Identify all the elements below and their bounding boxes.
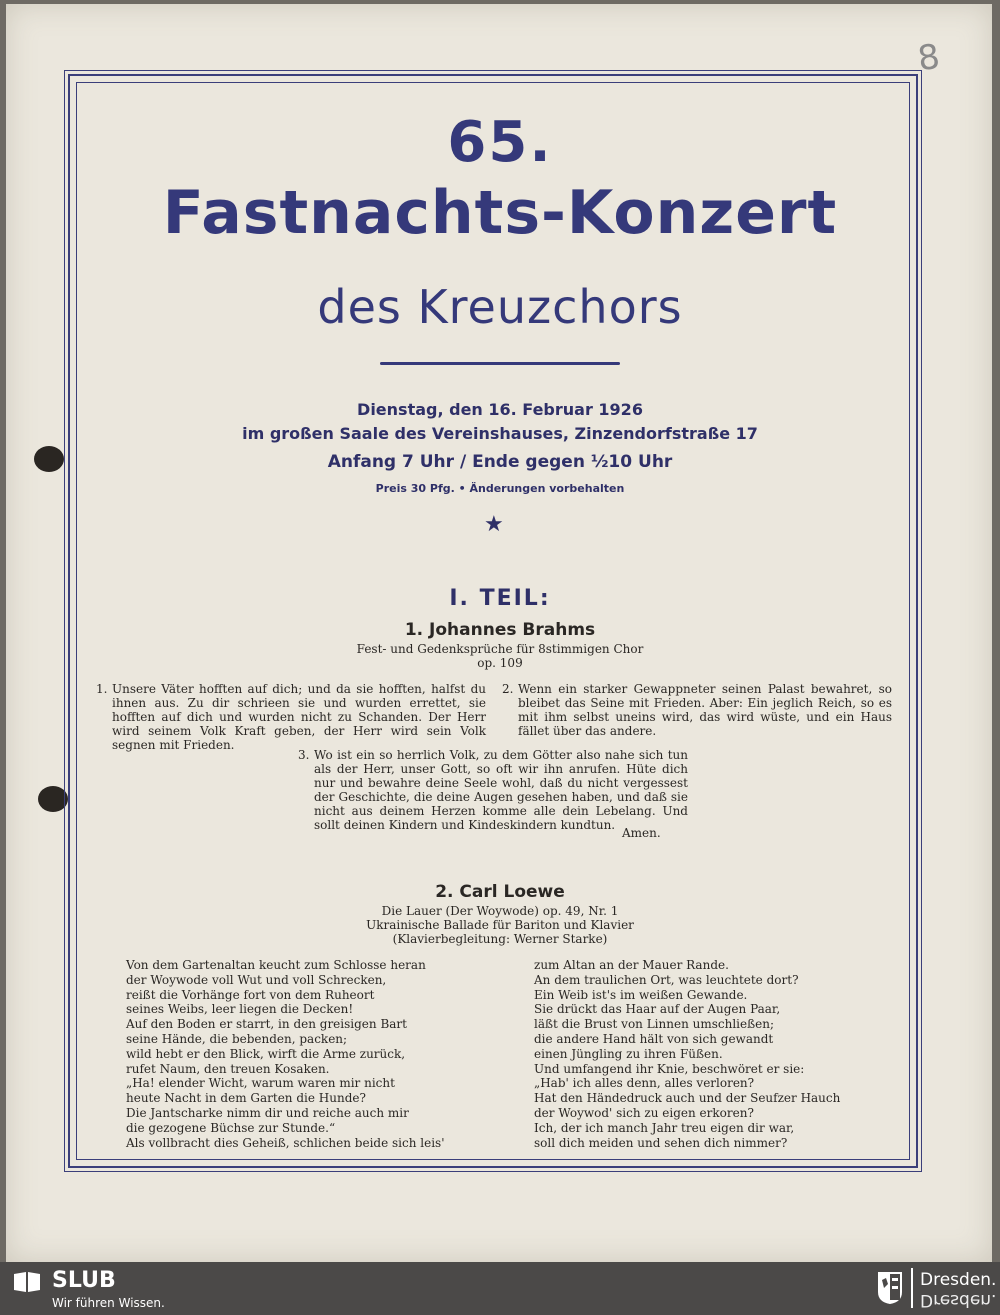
divider-rule	[380, 362, 620, 365]
poem-line: Und umfangend ihr Knie, beschwöret er sie:	[534, 1061, 805, 1076]
poem-line: heute Nacht in dem Garten die Hunde?	[126, 1091, 366, 1106]
price-note: Preis 30 Pfg. • Änderungen vorbehalten	[375, 482, 625, 495]
poem-line: „Hab' ich alles denn, alles verloren?	[534, 1076, 755, 1091]
concert-number: 65.	[447, 110, 553, 175]
verse-3	[298, 748, 688, 832]
poem-line: reißt die Vorhänge fort von dem Ruheort	[126, 987, 375, 1002]
poem-line: An dem traulichen Ort, was leuchtete dort?	[534, 972, 799, 987]
verse-number: 1.	[96, 682, 108, 696]
verse-1	[96, 682, 486, 752]
poem-line: zum Altan an der Mauer Rande.	[534, 958, 729, 972]
poem-line: die gezogene Büchse zur Stunde.“	[126, 1120, 336, 1135]
slub-tagline: Wir führen Wissen.	[52, 1296, 165, 1310]
poem-line: der Woywod' sich zu eigen erkoren?	[534, 1105, 754, 1120]
work-2-title: Die Lauer (Der Woywode) op. 49, Nr. 1	[381, 904, 619, 918]
concert-date: Dienstag, den 16. Februar 1926	[357, 400, 643, 419]
poem-line: Ich, der ich manch Jahr treu eigen dir war,	[534, 1120, 795, 1135]
poem-line: Die Jantscharke nimm dir und reiche auch mir	[126, 1105, 409, 1120]
punch-hole	[38, 786, 68, 812]
poem-line: seine Hände, die bebenden, packen;	[126, 1031, 348, 1046]
star-ornament-icon: ★	[484, 512, 504, 537]
dresden-name: Dresden.	[920, 1270, 997, 1290]
dresden-crest-icon	[876, 1270, 904, 1306]
poem-line: Ein Weib ist's im weißen Gewande.	[534, 987, 748, 1002]
poem-right-column	[534, 958, 864, 1150]
concert-time: Anfang 7 Uhr / Ende gegen ½10 Uhr	[327, 452, 673, 472]
poem-line: Sie drückt das Haar auf der Augen Paar,	[534, 1002, 781, 1017]
work-1-opus: op. 109	[477, 656, 523, 670]
dresden-name-mirrored: Dresden.	[920, 1290, 997, 1310]
verse-text: Wo ist ein so herrlich Volk, zu dem Götter also nahe sich tun als der Herr, unser Gott, so oft wir ihn anrufen. Hüte dich nur und bewahre deine Seele wohl, daß du nicht vergessest der Geschichte, die deine Augen gesehen haben, und daß sie nicht aus deinem Herzen komme alle dein Lebelang. Und sollt deinen Kindern und Kindeskindern kundtun.	[314, 748, 688, 832]
work-2-description: Ukrainische Ballade für Bariton und Klavier	[366, 918, 634, 932]
poem-line: seines Weibs, leer liegen die Decken!	[126, 1002, 354, 1017]
poem-line: einen Jüngling zu ihren Füßen.	[534, 1046, 723, 1061]
verse-2	[502, 682, 892, 738]
slub-name: SLUB	[52, 1268, 116, 1293]
poem-left-column	[126, 958, 506, 1150]
verse-number: 3.	[298, 748, 310, 762]
poem-line: Als vollbracht dies Geheiß, schlichen beide sich leis'	[126, 1135, 445, 1150]
work-2-accompaniment: (Klavierbegleitung: Werner Starke)	[392, 932, 608, 946]
poem-line: soll dich meiden und sehen dich nimmer?	[534, 1135, 788, 1150]
poem-line: Hat den Händedruck auch und der Seufzer Hauch	[534, 1091, 841, 1106]
verse-text: Wenn ein starker Gewappneter seinen Palast bewahret, so bleibet das Seine mit Frieden. Aber: Ein jeglich Reich, so es mit ihm selbst uneins wird, das wird wüste, und ein Haus fället über das andere.	[518, 682, 892, 738]
concert-title: Fastnachts-Konzert	[162, 178, 838, 248]
pencil-annotation: 8	[915, 36, 943, 80]
poem-line: der Woywode voll Wut und voll Schrecken,	[126, 972, 387, 987]
concert-venue: im großen Saale des Vereinshauses, Zinzendorfstraße 17	[242, 424, 758, 443]
poem-line: wild hebt er den Blick, wirft die Arme zurück,	[126, 1046, 406, 1061]
amen: Amen.	[622, 826, 661, 840]
poem-line: läßt die Brust von Linnen umschließen;	[534, 1017, 774, 1032]
work-1-heading: 1. Johannes Brahms	[404, 620, 596, 640]
concert-subtitle: des Kreuzchors	[317, 280, 683, 334]
verse-text: Unsere Väter hofften auf dich; und da sie hofften, halfst du ihnen aus. Zu dir schrieen sie und wurden errettet, sie hofften auf dich und wurden nicht zu Schanden. Der Herr wird seinem Volk Kraft geben, der Herr wird sein Volk segnen mit Frieden.	[112, 682, 486, 752]
poem-line: die andere Hand hält von sich gewandt	[534, 1031, 774, 1046]
verse-number: 2.	[502, 682, 514, 696]
poem-line: Von dem Gartenaltan keucht zum Schlosse heran	[126, 958, 426, 972]
work-1-description: Fest- und Gedenksprüche für 8stimmigen Chor	[356, 642, 644, 656]
footer-separator	[911, 1268, 913, 1308]
work-2-heading: 2. Carl Loewe	[435, 882, 565, 902]
slub-logo-icon	[12, 1270, 42, 1294]
footer-bar	[0, 1262, 1000, 1315]
poem-line: Auf den Boden er starrt, in den greisigen Bart	[126, 1017, 407, 1032]
poem-line: „Ha! elender Wicht, warum waren mir nicht	[126, 1076, 395, 1091]
poem-line: rufet Naum, den treuen Kosaken.	[126, 1061, 330, 1076]
part-heading: I. TEIL:	[449, 586, 551, 611]
